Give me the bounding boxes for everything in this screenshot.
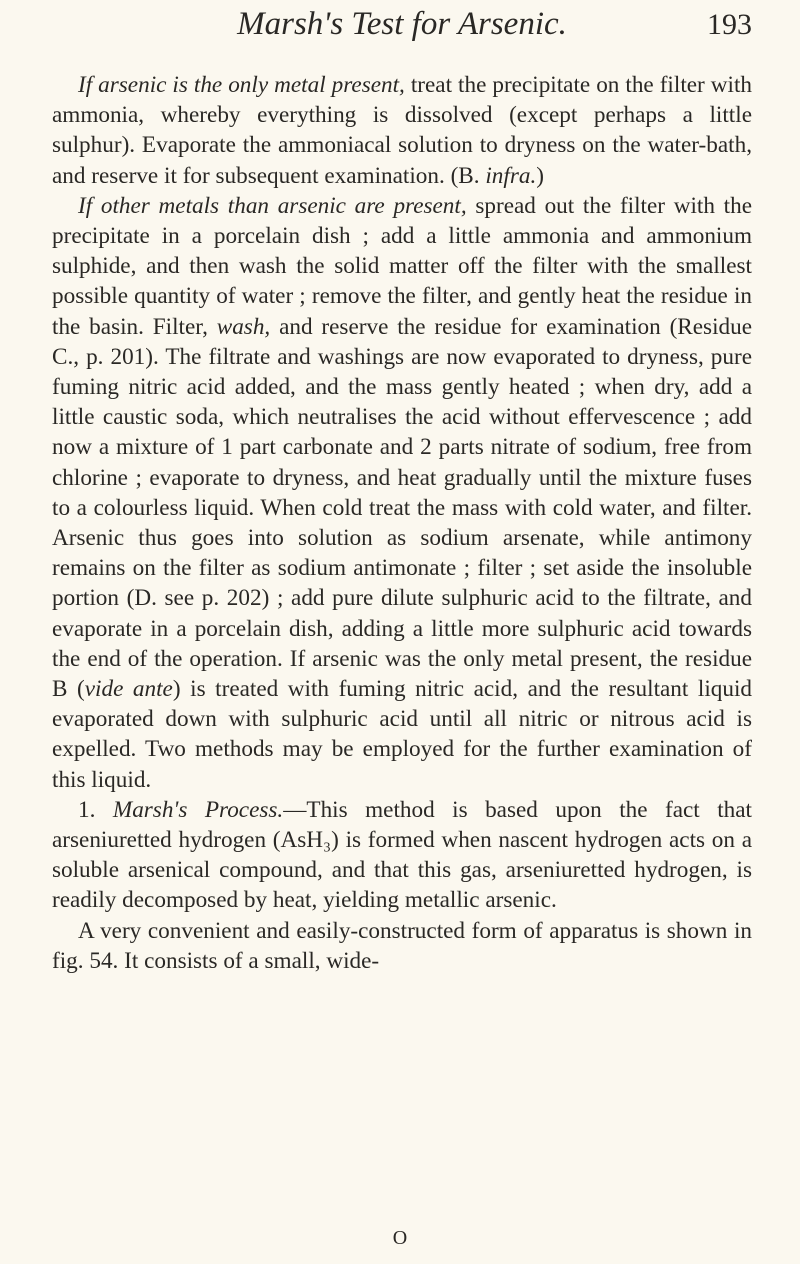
paragraph-arsenic-only (52, 70, 752, 191)
running-head (52, 6, 752, 56)
text-run: A very convenient and easily-constructed form of apparatus is shown in fig. 54. It consists of a small, wide- (52, 917, 752, 974)
body-text (52, 70, 752, 976)
italic-run: infra. (485, 162, 537, 189)
italic-run: If other metals than arsenic are present, (78, 192, 467, 219)
paragraph-other-metals (52, 191, 752, 795)
paragraph-marsh-process (52, 795, 752, 916)
signature-mark: O (392, 1227, 408, 1249)
text-run: 1. (78, 796, 113, 823)
text-run: ) is treated with fuming nitric acid, and the resultant liquid evaporated down with sulphuric acid until all nitric or nitrous acid is expelled. Two methods may be employed for the further examination of this liquid. (52, 676, 753, 793)
italic-run: wash, (216, 313, 271, 340)
paragraph-apparatus (52, 916, 752, 976)
text-run: spread out the filter with the precipitate in a porcelain dish ; add a little ammonia and ammonium sulphide, and then wash the solid matter off the filter with the smallest possible quantity of water ; remove the filter, and gently heat the residue in the basin. Filter, (52, 192, 752, 340)
text-run: ) (536, 162, 544, 189)
running-title: Marsh's Test for Arsenic. (237, 6, 567, 42)
page-number: 193 (707, 8, 752, 41)
text-run: and reserve the residue for examination (Residue C., p. 201). The filtrate and washings are now evaporated to dryness, pure fuming nitric acid added, and the mass gently heated ; when dry, add a little caustic soda, which neutralises the acid without effervescence ; add now a mixture of 1 part carbonate and 2 parts nitrate of sodium, free from chlorine ; evaporate to dryness, and heat gradually until the mixture fuses to a colourless liquid. When cold treat the mass with cold water, and filter. Arsenic thus goes into solution as sodium arsenate, while antimony remains on the filter as sodium antimonate ; filter ; set aside the insoluble portion (D. see p. 202) ; add pure dilute sulphuric acid to the filtrate, and evaporate in a porcelain dish, adding a little more sulphuric acid towards the end of the operation. If arsenic was the only metal present, the residue B ( (52, 313, 752, 703)
italic-run: Marsh's Process. (112, 796, 284, 823)
text-run: —This method is based upon the fact that arseniuretted hydrogen (AsH₃) is formed when nascent hydrogen acts on a soluble arsenical compound, and that this gas, arseniuretted hydrogen, is readily decomposed by heat, yielding metallic arsenic. (52, 796, 752, 914)
text-run: treat the precipitate on the filter with ammonia, whereby everything is dissolved (except perhaps a little sulphur). Evaporate the ammoniacal solution to dryness on the water-bath, and reserve it for subsequent examination. (B. (52, 72, 752, 189)
italic-run: If arsenic is the only metal present, (78, 72, 405, 98)
italic-run: vide ante (84, 676, 173, 703)
